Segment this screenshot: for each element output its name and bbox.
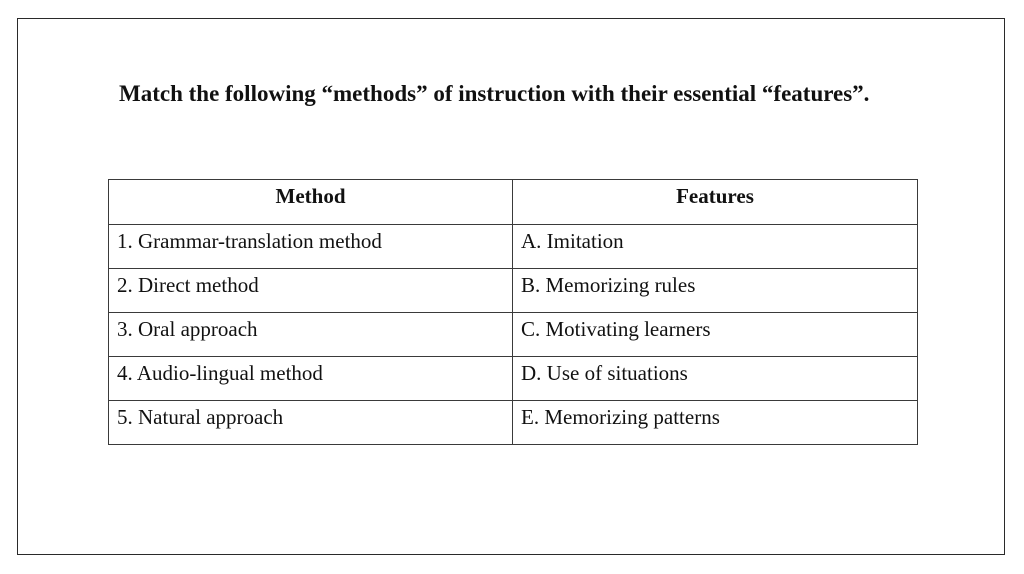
table-row <box>109 357 918 401</box>
method-cell: 5. Natural approach <box>109 401 513 445</box>
feature-cell: A. Imitation <box>513 225 918 269</box>
instruction-text: Match the following “methods” of instruction with their essential “features”. <box>119 81 870 106</box>
header-method: Method <box>109 180 513 225</box>
feature-cell: B. Memorizing rules <box>513 269 918 313</box>
feature-cell: D. Use of situations <box>513 357 918 401</box>
header-features: Features <box>513 180 918 225</box>
table-row <box>109 313 918 357</box>
method-cell: 4. Audio-lingual method <box>109 357 513 401</box>
feature-cell: C. Motivating learners <box>513 313 918 357</box>
table-row <box>109 401 918 445</box>
table-row <box>109 269 918 313</box>
method-cell: 2. Direct method <box>109 269 513 313</box>
feature-cell: E. Memorizing patterns <box>513 401 918 445</box>
method-cell: 3. Oral approach <box>109 313 513 357</box>
table-row <box>109 225 918 269</box>
table-header-row <box>109 180 918 225</box>
match-table <box>108 179 918 445</box>
method-cell: 1. Grammar-translation method <box>109 225 513 269</box>
